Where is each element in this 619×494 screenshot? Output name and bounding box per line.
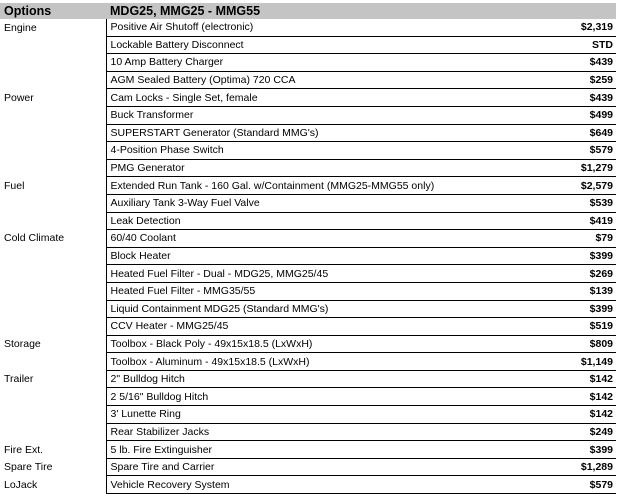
row-price: $499 [516,106,616,124]
row-category [0,71,106,89]
row-option-name: 5 lb. Fire Extinguisher [106,441,516,459]
row-option-name: Leak Detection [106,212,516,230]
row-category [0,54,106,72]
row-option-name: 10 Amp Battery Charger [106,54,516,72]
row-option-name: Liquid Containment MDG25 (Standard MMG's) [106,300,516,318]
row-category: Fire Ext. [4,443,44,456]
table-row [0,54,616,72]
table-row [0,406,616,424]
row-option-name: 3' Lunette Ring [106,406,516,424]
row-price: $579 [516,476,616,494]
row-category: Spare Tire [4,461,53,474]
table-body [0,19,616,494]
row-price: $519 [516,318,616,336]
row-category: Trailer [4,373,34,386]
row-option-name: CCV Heater - MMG25/45 [106,318,516,336]
header-options: Options [0,3,106,19]
row-price: $142 [516,370,616,388]
row-category: LoJack [4,478,38,491]
row-category [0,265,106,283]
row-price: $142 [516,388,616,406]
row-option-name: Toolbox - Aluminum - 49x15x18.5 (LxWxH) [106,353,516,371]
row-category [0,212,106,230]
table-row [0,177,616,195]
table-row [0,142,616,160]
table-row [0,71,616,89]
row-option-name: 2 5/16" Bulldog Hitch [106,388,516,406]
table-row [0,230,616,248]
table-row [0,353,616,371]
table-header [0,3,616,19]
row-option-name: Buck Transformer [106,106,516,124]
row-price: $139 [516,282,616,300]
table-row [0,89,616,107]
table-row [0,370,616,388]
row-option-name: Positive Air Shutoff (electronic) [106,19,516,36]
table-row [0,300,616,318]
table-row [0,19,616,36]
table-row [0,194,616,212]
row-category [0,406,106,424]
row-option-name: Vehicle Recovery System [106,476,516,494]
table-row [0,423,616,441]
header-models: MDG25, MMG25 - MMG55 [106,3,616,19]
row-category [0,142,106,160]
row-option-name: AGM Sealed Battery (Optima) 720 CCA [106,71,516,89]
row-price: $1,149 [516,353,616,371]
row-category [0,388,106,406]
row-category [0,300,106,318]
row-price: $2,579 [516,177,616,195]
row-option-name: Rear Stabilizer Jacks [106,423,516,441]
table-row [0,441,616,459]
row-category: Cold Climate [4,232,65,245]
row-option-name: PMG Generator [106,159,516,177]
row-price: $1,289 [516,458,616,476]
row-option-name: Heated Fuel Filter - MMG35/55 [106,282,516,300]
row-category [0,247,106,265]
row-price: STD [516,36,616,54]
row-option-name: 60/40 Coolant [106,230,516,248]
row-option-name: Toolbox - Black Poly - 49x15x18.5 (LxWxH) [106,335,516,353]
row-price: $419 [516,212,616,230]
table-row [0,388,616,406]
row-category [0,282,106,300]
row-option-name: Auxiliary Tank 3-Way Fuel Valve [106,194,516,212]
table-row [0,318,616,336]
row-option-name: Heated Fuel Filter - Dual - MDG25, MMG25/45 [106,265,516,283]
row-category [0,36,106,54]
row-price: $269 [516,265,616,283]
row-price: $809 [516,335,616,353]
row-price: $249 [516,423,616,441]
row-option-name: Cam Locks - Single Set, female [106,89,516,107]
row-category [0,159,106,177]
row-option-name: 2" Bulldog Hitch [106,370,516,388]
row-option-name: SUPERSTART Generator (Standard MMG's) [106,124,516,142]
row-price: $439 [516,54,616,72]
header-row [0,3,616,19]
row-price: $1,279 [516,159,616,177]
row-category [0,318,106,336]
row-category: Engine [4,21,37,34]
row-category: Fuel [4,179,25,192]
table-row [0,124,616,142]
row-price: $142 [516,406,616,424]
table-row [0,282,616,300]
row-option-name: Block Heater [106,247,516,265]
row-price: $399 [516,247,616,265]
row-price: $79 [516,230,616,248]
row-price: $399 [516,300,616,318]
options-price-table [0,3,616,494]
row-category [0,353,106,371]
row-price: $579 [516,142,616,160]
row-price: $259 [516,71,616,89]
row-option-name: 4-Position Phase Switch [106,142,516,160]
row-category [0,423,106,441]
row-category [0,124,106,142]
row-price: $399 [516,441,616,459]
row-category: Power [4,91,34,104]
table-row [0,458,616,476]
table-row [0,159,616,177]
table-row [0,106,616,124]
row-price: $649 [516,124,616,142]
row-category: Storage [4,337,41,350]
row-option-name: Spare Tire and Carrier [106,458,516,476]
row-option-name: Lockable Battery Disconnect [106,36,516,54]
row-price: $439 [516,89,616,107]
row-price: $539 [516,194,616,212]
row-option-name: Extended Run Tank - 160 Gal. w/Containment (MMG25-MMG55 only) [106,177,516,195]
table-row [0,335,616,353]
table-row [0,265,616,283]
table-row [0,36,616,54]
row-category [0,106,106,124]
table-row [0,247,616,265]
row-category [0,194,106,212]
row-price: $2,319 [516,19,616,36]
table-row [0,212,616,230]
